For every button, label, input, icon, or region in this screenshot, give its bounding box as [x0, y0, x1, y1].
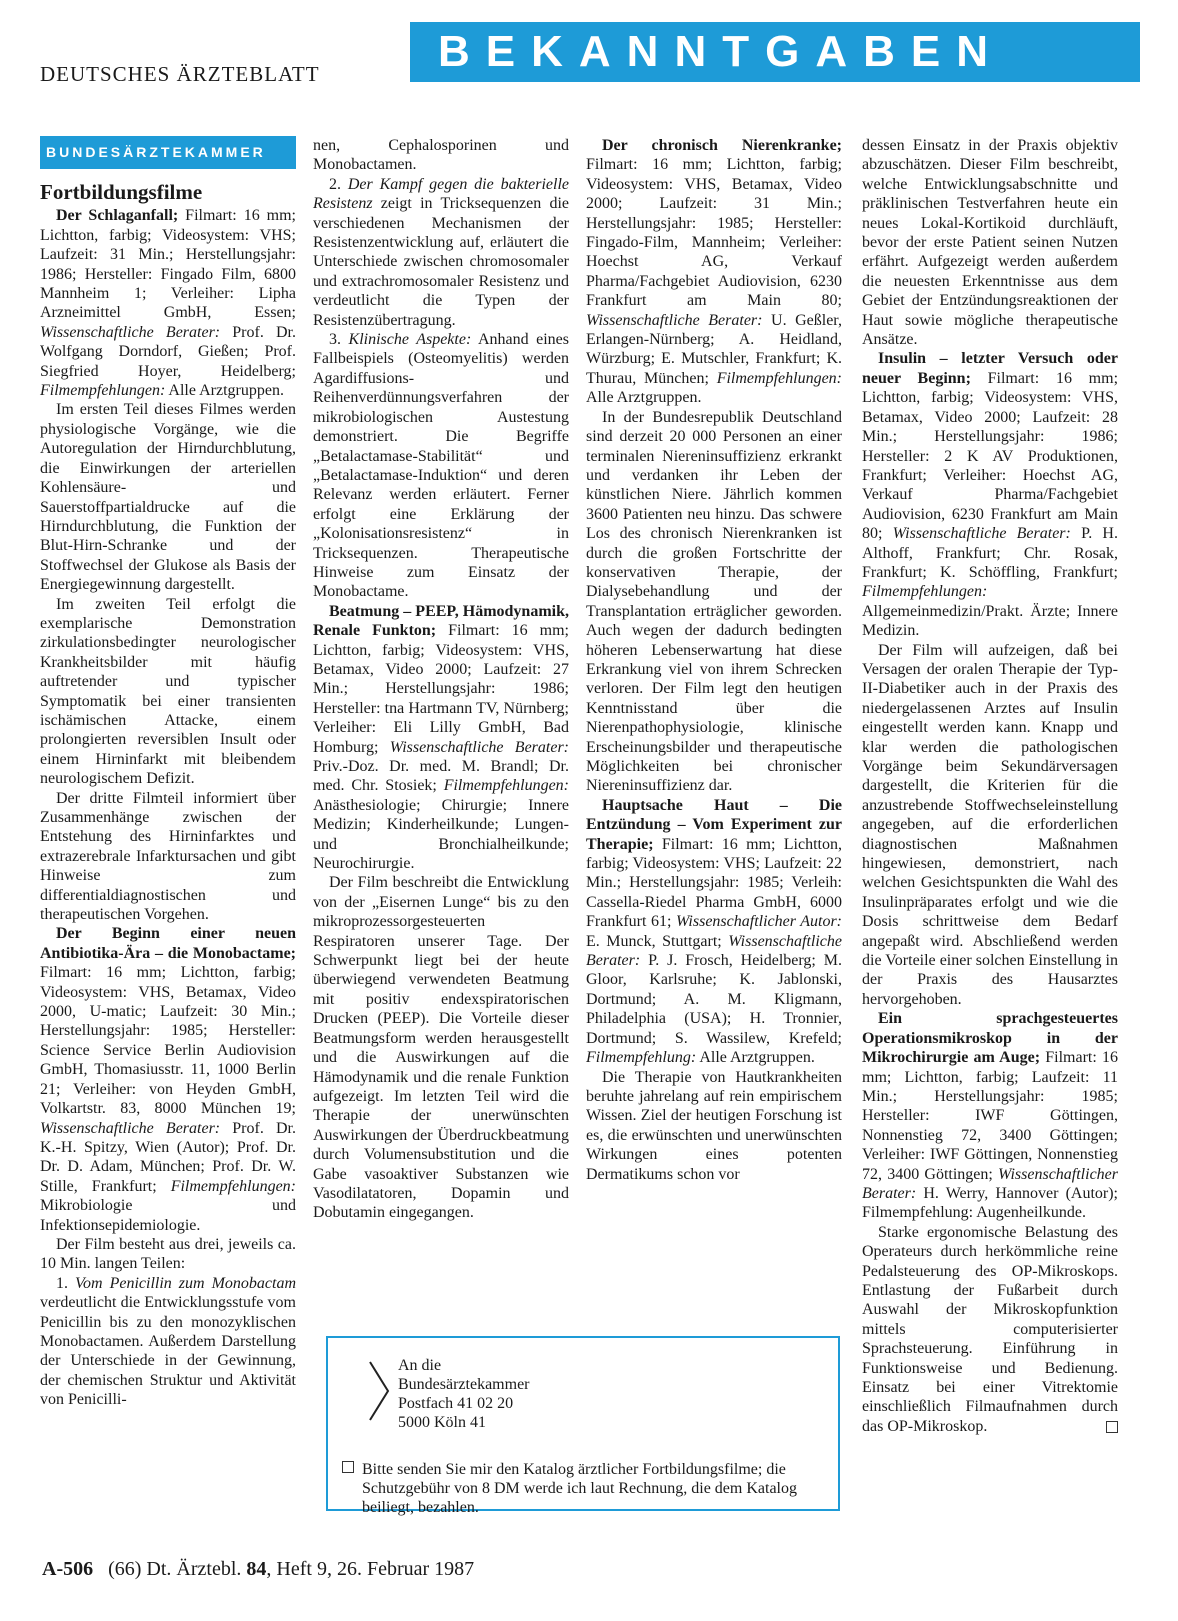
paragraph: Der Film beschreibt die Entwicklung von der „Eisernen Lunge“ bis zu den mikroprozessorgesteuerten Respiratoren unserer Tage. Der Schwerpunkt liegt bei der heute überwiegend verwendeten Beatmung mit positiv endexspiratorischen Drucken (PEEP). Die Vorteile dieser Beatmungsform werden herausgestellt und die Auswirkungen auf die Hämodynamik und die renale Funktion aufgezeigt. Im letzten Teil wird die Therapie der unerwünschten Auswirkungen der Überdruckbeatmung durch Volumensubstitution und die Gabe vasoaktiver Substanzen wie Vasodilatatoren, Dopamin und Dobutamin eingegangen. — [313, 874, 569, 1222]
film-entry-mikroskop: Ein sprachgesteuertes Operationsmikroskop in der Mikrochirurgie am Auge; Filmart: 16 mm; Lichtton, farbig; Laufzeit: 11 Min.; Herstellungsjahr: 1985; Hersteller: IWF Göttingen, Nonnenstieg 72, 3400 Göttingen; Verleiher: IWF Göttingen, Nonnenstieg 72, 3400 Göttingen; Wissenschaftlicher Berater: H. Werry, Hannover (Autor); Filmempfehlung: Augenheilkunde. — [862, 1010, 1118, 1222]
paragraph: Im zweiten Teil erfolgt die exemplarische Demonstration zirkulationsbedingter neurologischer Krankheitsbilder mit häufig auftretender und typischer Symptomatik bei einer transienten ischämischen Attacke, einem prolongierten reversiblen Insult oder einem Hirninfarkt mit bleibendem neurologischem Defizit. — [40, 595, 296, 788]
paragraph: Der dritte Filmteil informiert über Zusammenhänge zwischen der Entstehung des Hirninfarktes und extrazerebrale Infarktursachen und gibt Hinweise zum differentialdiagnostischen und therapeutischen Vorgehen. — [40, 789, 296, 924]
film-entry-schlaganfall: Der Schlaganfall; Filmart: 16 mm; Lichtton, farbig; Videosystem: VHS; Laufzeit: 31 Min.; Herstellungsjahr: 1986; Hersteller: Fingado Film, 6800 Mannheim 1; Verleiher: Lipha Arzneimittel GmbH, Essen; Wissenschaftliche Berater: Prof. Dr. Wolfgang Dorndorf, Gießen; Prof. Siegfried Hoyer, Heidelberg; Filmempfehlungen: Alle Arztgruppen. — [40, 207, 296, 400]
address-line: 5000 Köln 41 — [398, 1414, 486, 1431]
film-entry-beatmung: Beatmung – PEEP, Hämodynamik, Renale Funkton; Filmart: 16 mm; Lichtton, farbig; Videosystem: VHS, Betamax, Video 2000; Laufzeit: 27 Min.; Herstellungsjahr: 1986; Hersteller: tna Hartmann TV, Nürnberg; Verleiher: Eli Lilly GmbH, Bad Homburg; Wissenschaftliche Berater: Priv.-Doz. Dr. med. M. Brandl; Dr. med. Chr. Stosiek; Filmempfehlungen: Anästhesiologie; Chirurgie; Innere Medizin; Kinderheilkunde; Lungen- und Bronchialheilkunde; Neurochirurgie. — [313, 602, 570, 873]
column-2 — [313, 136, 569, 1223]
article-heading: Fortbildungsfilme — [40, 180, 203, 204]
section-label: BUNDESÄRZTEKAMMER — [40, 136, 296, 169]
paragraph: In der Bundesrepublik Deutschland sind derzeit 20 000 Personen an einer terminalen Niereninsuffizienz erkrankt und verdanken ihr Leben der künstlichen Niere. Jährlich kommen 3600 Patienten neu hinzu. Das schwere Los des chronisch Nierenkranken ist durch die großen Fortschritte der konservativen Therapie, der Dialysebehandlung und der Transplantation erträglicher geworden. Auch wegen der dadurch bedingten höheren Lebenserwartung hat diese Erkrankung viel von ihrem Schrecken verloren. Der Film legt den heutigen Kenntnisstand über die Nierenpathophysiologie, klinische Erscheinungsbilder und therapeutische Möglichkeiten bei chronischer Niereninsuffizienz dar. — [586, 408, 842, 795]
page-number: A-506 — [42, 1558, 94, 1580]
arrow-icon — [368, 1360, 390, 1422]
order-coupon — [326, 1336, 840, 1516]
citation-rest: , Heft 9, 26. Februar 1987 — [266, 1558, 475, 1580]
end-mark-icon — [1106, 1421, 1118, 1433]
section-banner: BEKANNTGABEN — [410, 22, 1140, 82]
column-1 — [40, 136, 296, 1410]
request-checkbox[interactable] — [342, 1461, 354, 1473]
film-entry-monobactame: Der Beginn einer neuen Antibiotika-Ära – die Monobactame; Filmart: 16 mm; Lichtton, farbig; Videosystem: VHS, Betamax, Video 2000, U-matic; Laufzeit: 30 Min.; Herstellungsjahr: 1985; Hersteller: Science Service Berlin Audiovision GmbH, Thomasiusstr. 11, 1000 Berlin 21; Verleiher: von Heyden GmbH, Volkartstr. 83, 8000 München 19; Wissenschaftliche Berater: Prof. Dr. K.-H. Spitzy, Wien (Autor); Prof. Dr. Dr. D. Adam, München; Prof. Dr. W. Stille, Frankfurt; Filmempfehlungen: Mikrobiologie und Infektionsepidemiologie. — [40, 925, 296, 1234]
paragraph: 2. Der Kampf gegen die bakterielle Resistenz zeigt in Tricksequenzen die verschiedenen Mechanismen der Resistenzentwicklung auf, erläutert die Unterschiede zwischen chromosomaler und extrachromosomaler Resistenz und verdeutlicht die Typen der Resistenzübertragung. — [313, 175, 570, 329]
paragraph: Die Therapie von Hautkrankheiten beruhte jahrelang auf rein empirischem Wissen. Ziel der heutigen Forschung ist es, die erwünschten und unerwünschten Wirkungen eines potenten Dermatikums schon vor — [586, 1068, 842, 1183]
paragraph: 1. Vom Penicillin zum Monobactam verdeutlicht die Entwicklungsstufe vom Penicillin bis zu den monozyklischen Monobactamen. Außerdem Darstellung der Unterschiede in der Gewinnung, der chemischen Struktur und Aktivität von Penicilli- — [40, 1274, 297, 1409]
paragraph: 3. Klinische Aspekte: Anhand eines Fallbeispiels (Osteomyelitis) werden Agardiffusions- und Reihenverdünnungsverfahren der mikrobiologischen Austestung demonstriert. Die Begriffe „Betalactamase-Stabilität“ und „Betalactamase-Induktion“ und deren Relevanz werden erläutert. Ferner erfolgt eine Erklärung der „Kolonisationsresistenz“ in Tricksequenzen. Therapeutische Hinweise zum Einsatz der Monobactame. — [313, 331, 569, 601]
address-line: An die — [398, 1357, 442, 1374]
film-entry-haut: Hauptsache Haut – Die Entzündung – Vom Experiment zur Therapie; Filmart: 16 mm; Lichtton, farbig; Videosystem: VHS; Laufzeit: 22 Min.; Herstellungsjahr: 1985; Verleih: Cassella-Riedel Pharma GmbH, 6000 Frankfurt 61; Wissenschaftlicher Autor: E. Munck, Stuttgart; Wissenschaftliche Berater: P. J. Frosch, Heidelberg; M. Gloor, Karlsruhe; K. Jablonski, Dortmund; A. M. Kligmann, Philadelphia (USA); H. Tronnier, Dortmund; S. Wassilew, Krefeld; Filmempfehlung: Alle Arztgruppen. — [586, 796, 843, 1067]
volume: 84 — [246, 1558, 267, 1580]
address-line: Bundesärztekammer — [398, 1376, 530, 1393]
order-request — [342, 1460, 822, 1517]
paragraph: nen, Cephalosporinen und Monobactamen. — [313, 137, 569, 174]
paragraph: dessen Einsatz in der Praxis objektiv abzuschätzen. Dieser Film beschreibt, welche Entwicklungsabschnitte und präklinischen Testverfahren heute ein neues Lokal-Kortikoid durchläuft, bevor der erste Patient seinen Nutzen erfährt. Aufgezeigt werden außerdem die neuesten Erkenntnisse aus dem Gebiet der Entzündungsreaktionen der Haut sowie mögliche therapeutische Ansätze. — [862, 137, 1118, 349]
address-block — [398, 1356, 530, 1432]
paragraph: Der Film besteht aus drei, jeweils ca. 10 Min. langen Teilen: — [40, 1235, 296, 1273]
paragraph: Starke ergonomische Belastung des Operateurs durch herkömmliche reine Pedalsteuerung des OP-Mikroskops. Entlastung der Fußarbeit durch Auswahl der Mikroskopfunktion mittels computerisierter Sprachsteuerung. Einführung in Funktionsweise und Bedienung. Einsatz bei einer Vitrektomie einschließlich Filmaufnahmen durch das OP-Mikroskop. — [862, 1223, 1118, 1435]
request-text: Bitte senden Sie mir den Katalog ärztlicher Fortbildungsfilme; die Schutzgebühr von 8 DM werde ich laut Rechnung, die dem Katalog beiliegt, bezahlen. — [362, 1461, 797, 1516]
column-3 — [586, 136, 842, 1184]
citation: (66) Dt. Ärztebl. — [108, 1558, 247, 1580]
paragraph: Der Film will aufzeigen, daß bei Versagen der oralen Therapie der Typ-II-Diabetiker auch in der Praxis des niedergelassenen Arztes auf Insulin eingestellt werden kann. Knapp und klar werden die pathologischen Vorgänge beim Sekundärversagen dargestellt, die Kriterien für die anzustrebende Stoffwechseleinstellung angegeben, auf die erforderlichen diagnostischen Maßnahmen hingewiesen, demonstriert, nach welchen Gesichtspunkten die Wahl des Insulinpräparates erfolgt und wie die Dosis schrittweise dem Bedarf angepaßt wird. Abschließend werden die Vorteile einer solchen Einstellung in der Praxis des Hausarztes hervorgehoben. — [862, 641, 1118, 1008]
film-entry-insulin: Insulin – letzter Versuch oder neuer Beginn; Filmart: 16 mm; Lichtton, farbig; Videosystem: VHS, Betamax, Video 2000; Laufzeit: 28 Min.; Herstellungsjahr: 1986; Hersteller: 2 K AV Produktionen, Frankfurt; Verleiher: Hoechst AG, Verkauf Pharma/Fachgebiet Audiovision, 6230 Frankfurt am Main 80; Wissenschaftliche Berater: P. H. Althoff, Frankfurt; Chr. Rosak, Frankfurt; K. Schöffling, Frankfurt; Filmempfehlungen: Allgemeinmedizin/Prakt. Ärzte; Innere Medizin. — [862, 350, 1119, 640]
journal-title: DEUTSCHES ÄRZTEBLATT — [40, 62, 320, 86]
film-entry-nierenkranke: Der chronisch Nierenkranke; Filmart: 16 mm; Lichtton, farbig; Videosystem: VHS, Betamax, Video 2000; Laufzeit: 31 Min.; Herstellungsjahr: 1985; Hersteller: Fingado-Film, Mannheim; Verleiher: Hoechst AG, Verkauf Pharma/Fachgebiet Audiovision, 6230 Frankfurt am Main 80; Wissenschaftliche Berater: U. Geßler, Erlangen-Nürnberg; A. Heidland, Würzburg; E. Mutschler, Frankfurt; K. Thurau, München; Filmempfehlungen: Alle Arztgruppen. — [586, 137, 842, 407]
column-4 — [862, 136, 1118, 1436]
page-footer — [42, 1558, 474, 1581]
address-line: Postfach 41 02 20 — [398, 1395, 514, 1412]
paragraph: Im ersten Teil dieses Filmes werden physiologische Vorgänge, wie die Autoregulation der Hirndurchblutung, die Einwirkungen der arteriellen Kohlensäure- und Sauerstoffpartialdrucke auf die Hirndurchblutung, die Funktion der Blut-Hirn-Schranke und der Stoffwechsel der Glukose als Basis der Energiegewinnung dargestellt. — [40, 401, 296, 594]
